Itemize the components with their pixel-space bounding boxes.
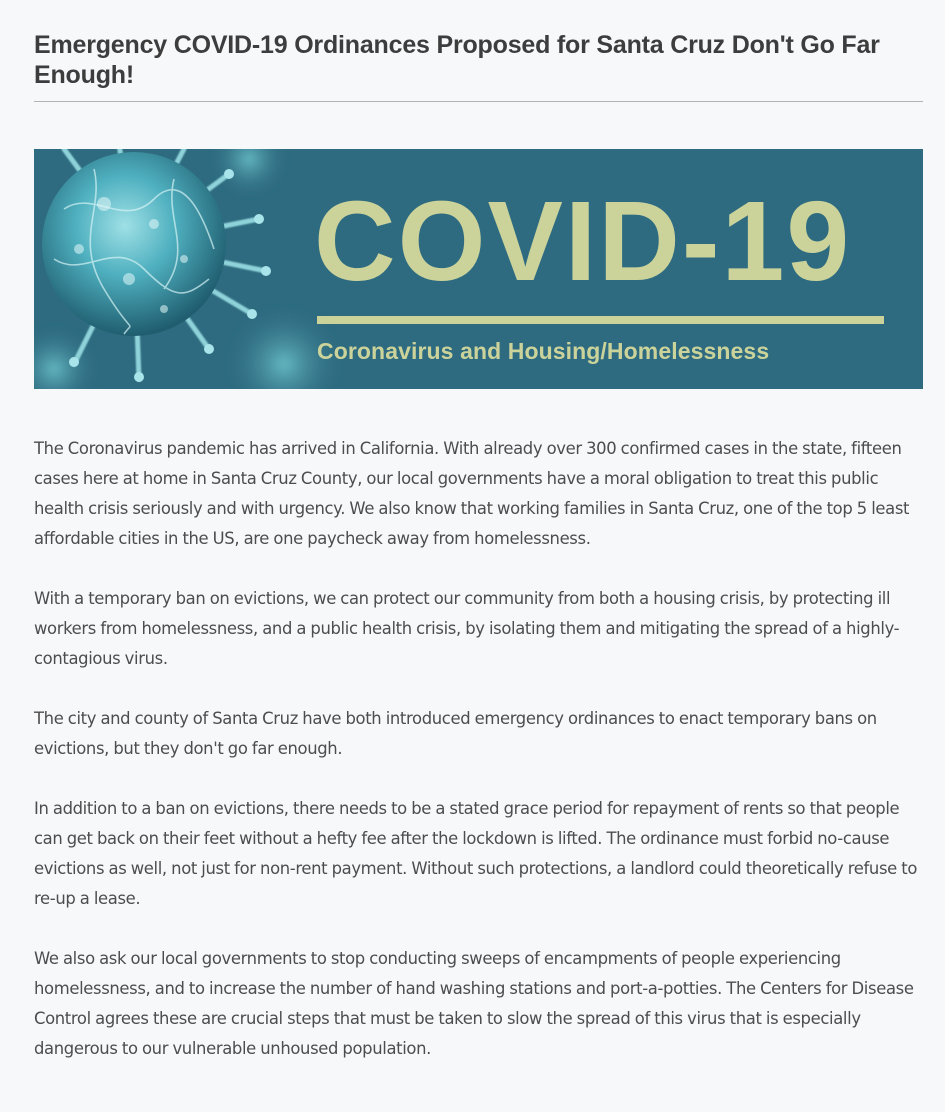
banner-heading: COVID-19: [314, 178, 852, 304]
article: [34, 0, 923, 1058]
banner-divider: [317, 316, 884, 324]
article-paragraph: The Coronavirus pandemic has arrived in California. With already over 300 confirmed cases in the state, fifteen cases here at home in Santa Cruz County, our local governments have a moral obligation to treat this public health crisis seriously and with urgency. We also know that working families in Santa Cruz, one of the top 5 least affordable cities in the US, are one paycheck away from homelessness.: [34, 439, 910, 548]
article-paragraph: In addition to a ban on evictions, there needs to be a stated grace period for repayment of rents so that people can get back on their feet without a hefty fee after the lockdown is lifted. The ordinance must forbid no-cause evictions as well, not just for non-rent payment. Without such protections, a landlord could theoretically refuse to re-up a lease.: [34, 799, 918, 908]
covid-banner-image: [34, 149, 923, 389]
banner-subheading: Coronavirus and Housing/Homelessness: [317, 338, 770, 364]
article-paragraph: With a temporary ban on evictions, we can protect our community from both a housing crisis, by protecting ill workers from homelessness, and a public health crisis, by isolating them and mitigating the spread of a highly-contagious virus.: [34, 589, 900, 668]
title-divider: [34, 101, 923, 102]
article-title: Emergency COVID-19 Ordinances Proposed for Santa Cruz Don't Go Far Enough!: [34, 31, 880, 89]
article-paragraph: We also ask our local governments to stop conducting sweeps of encampments of people experiencing homelessness, and to increase the number of hand washing stations and port-a-potties. The Centers for Disease Control agrees these are crucial steps that must be taken to slow the spread of this virus that is especially dangerous to our vulnerable unhoused population.: [34, 949, 914, 1058]
article-body: [34, 434, 923, 1094]
article-paragraph: The city and county of Santa Cruz have both introduced emergency ordinances to enact temporary bans on evictions, but they don't go far enough.: [34, 709, 877, 758]
